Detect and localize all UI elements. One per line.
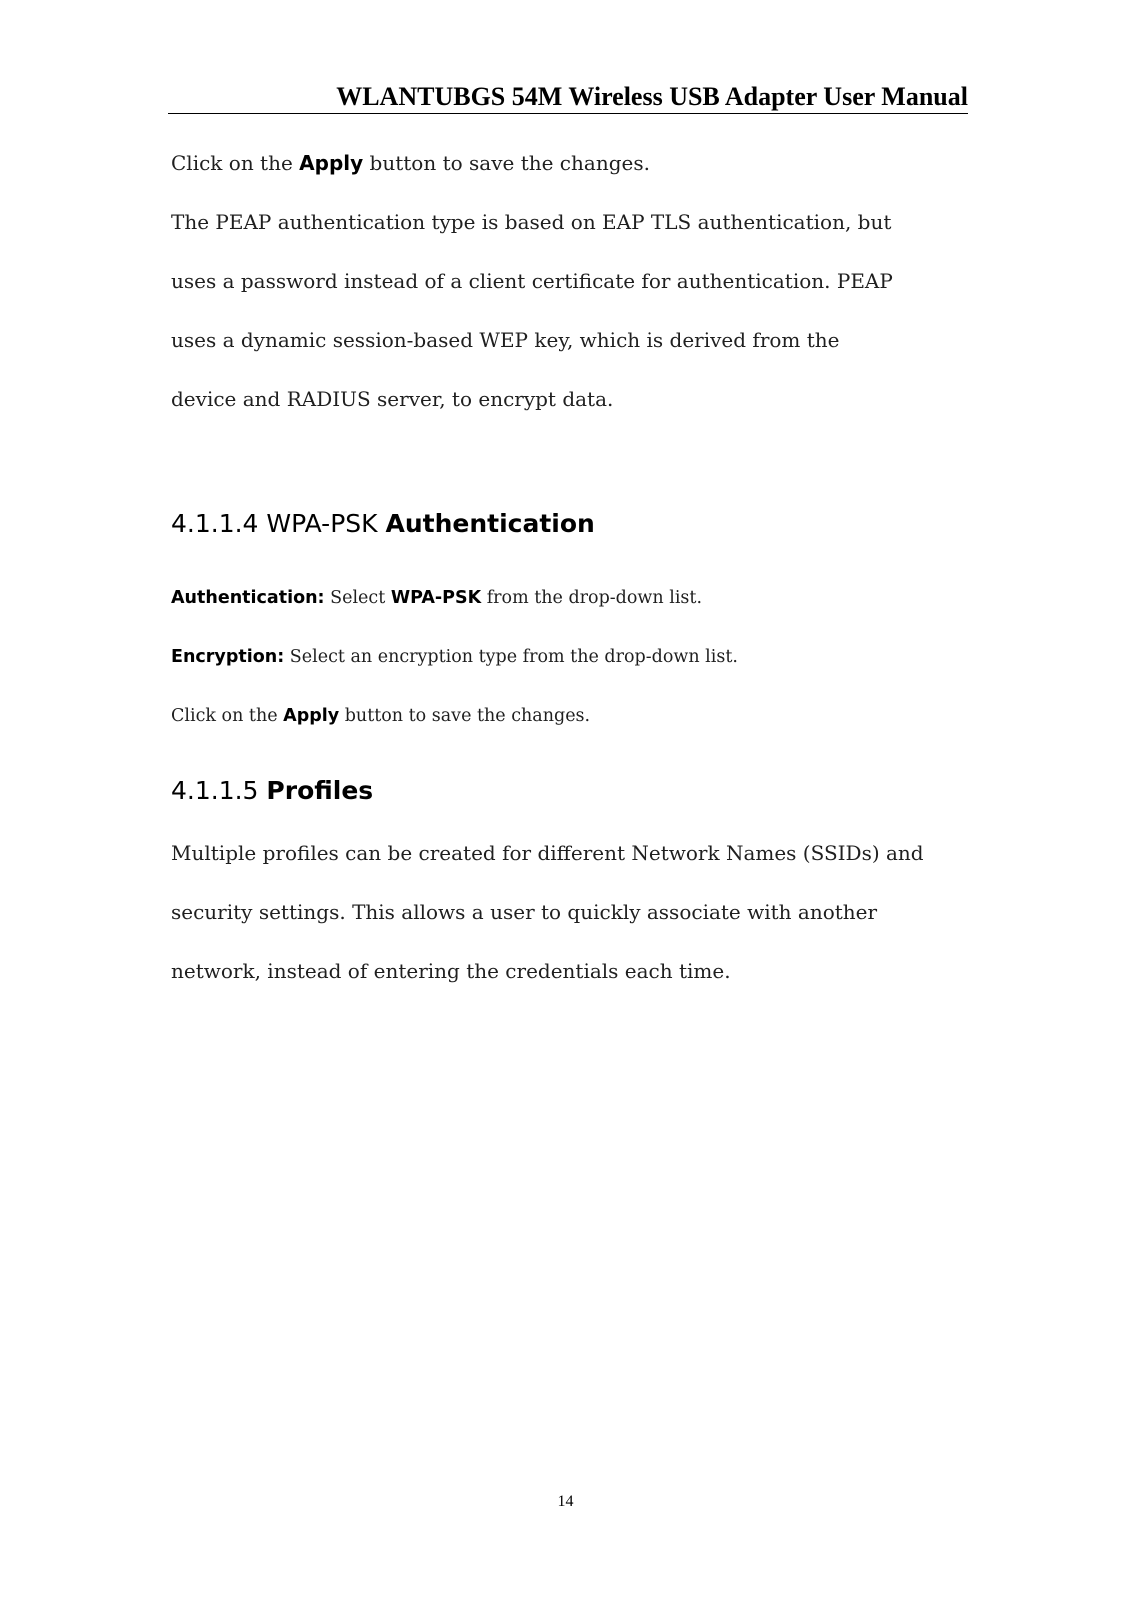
section-title-wpa-psk-plain: WPA-PSK — [266, 509, 386, 538]
running-header-title: WLANTUBGS 54M Wireless USB Adapter User Manual — [336, 82, 968, 111]
page-number: 14 — [557, 1493, 574, 1510]
encryption-label: Encryption: — [171, 647, 285, 667]
section-title-authentication: Authentication — [385, 509, 595, 538]
peap-paragraph-line-4: device and RADIUS server, to encrypt data. — [171, 387, 614, 411]
peap-paragraph-line-3: uses a dynamic session-based WEP key, which is derived from the — [171, 328, 840, 352]
encryption-instruction — [171, 643, 738, 671]
wpa-psk-keyword: WPA-PSK — [390, 588, 482, 608]
encryption-text: Select an encryption type from the drop-down list. — [284, 647, 738, 667]
profiles-paragraph-line-1: Multiple profiles can be created for different Network Names (SSIDs) and — [171, 841, 924, 865]
authentication-text-before: Select — [324, 588, 391, 608]
apply-instruction-1 — [171, 133, 650, 193]
peap-paragraph-line-1: The PEAP authentication type is based on EAP TLS authentication, but — [171, 210, 892, 234]
section-heading-wpa-psk — [171, 507, 595, 541]
apply-instruction-1-suffix: button to save the changes. — [363, 151, 650, 175]
section-title-profiles: Profiles — [266, 776, 374, 805]
authentication-text-after: from the drop-down list. — [481, 588, 703, 608]
authentication-label: Authentication: — [171, 588, 325, 608]
section-number-4-1-1-5: 4.1.1.5 — [171, 776, 267, 805]
header-rule — [168, 113, 968, 114]
section-heading-profiles — [171, 774, 373, 808]
apply-instruction-2-suffix: button to save the changes. — [339, 706, 591, 726]
profiles-paragraph-line-3: network, instead of entering the credentials each time. — [171, 959, 731, 983]
section-number-4-1-1-4: 4.1.1.4 — [171, 509, 267, 538]
apply-keyword-2: Apply — [283, 706, 340, 726]
apply-instruction-1-prefix: Click on the — [171, 151, 300, 175]
apply-instruction-2 — [171, 702, 590, 730]
apply-keyword-1: Apply — [299, 151, 364, 175]
authentication-instruction — [171, 584, 702, 612]
peap-paragraph-line-2: uses a password instead of a client certificate for authentication. PEAP — [171, 269, 893, 293]
profiles-paragraph-line-2: security settings. This allows a user to quickly associate with another — [171, 900, 878, 924]
apply-instruction-2-prefix: Click on the — [171, 706, 284, 726]
